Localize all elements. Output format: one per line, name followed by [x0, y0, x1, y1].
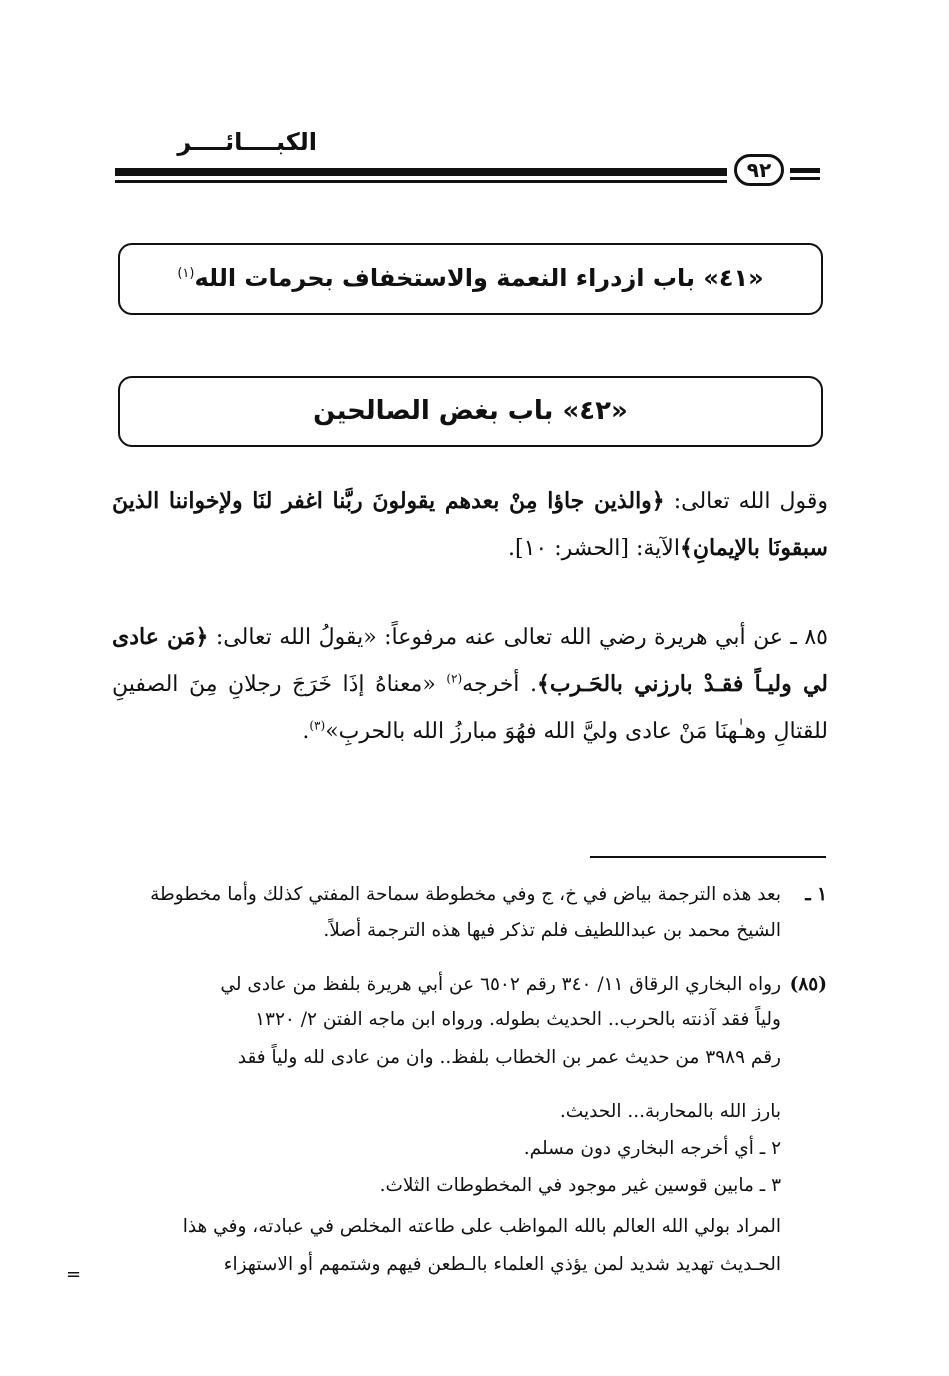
footnote-ref-2: (٢) [446, 671, 463, 686]
hadith-explanation: «معناهُ إذَا خَرَجَ رجلانِ مِنَ الصفينِ للقتالِ وهـٰهنَا مَنْ عادى وليَّ الله فهُوَ مبارزُ الله بالحربِ» [112, 672, 828, 744]
hadith-end: . [302, 719, 310, 744]
closing-line-2: الحـديث تهديد شديد لمن يؤذي العلماء بالـطعن فيهم وشتمهم أو الاستهزاء [223, 1254, 781, 1275]
header-rule-thin [115, 180, 727, 183]
footnote-85-line-3: رقم ٣٩٨٩ من حديث عمر بن الخطاب بلفظ.. وان من عادى لله ولياً فقد [237, 1047, 781, 1068]
footnote-1 [150, 877, 827, 912]
verse-paragraph [112, 478, 828, 572]
footnote-ref-3: (٣) [309, 718, 326, 733]
footnote-3: ٣ ـ مابين قوسين غير موجود في المخطوطات الثلاث. [379, 1175, 781, 1196]
footnote-85-line-4: بارز الله بالمحاربة... الحديث. [559, 1101, 781, 1122]
chapter-41-footnote-ref: (١) [177, 266, 195, 281]
closing-line-1: المراد بولي الله العالم بالله المواظب على طاعته المخلص في عبادته، وفي هذا [182, 1216, 781, 1237]
footnote-85-line-1: رواه البخاري الرقاق ١١/ ٣٤٠ رقم ٦٥٠٢ عن أبي هريرة بلفظ من عادى لي [220, 974, 781, 995]
chapter-41-title: «٤١» باب ازدراء النعمة والاستخفاف بحرمات الله [194, 264, 764, 292]
hadith-quote: ﴿مَن عادى لي وليـاً فقـدْ بارزني بالحَـرب﴾ [112, 624, 828, 697]
continuation-mark: = [66, 1264, 82, 1285]
footnote-2: ٢ ـ أي أخرجه البخاري دون مسلم. [523, 1138, 781, 1159]
footnote-85-line-2: ولياً فقد آذنته بالحرب.. الحديث بطوله. ورواه ابن ماجه الفتن ٢/ ١٣٢٠ [255, 1009, 781, 1030]
footnote-1-line-2: الشيخ محمد بن عبداللطيف فلم تذكر فيها هذه الترجمة أصلاً. [323, 920, 781, 941]
header-rule-right-bottom [790, 177, 820, 180]
verse-intro: وقول الله تعالى: [664, 489, 828, 514]
footnote-1-line-1: بعد هذه الترجمة بياض في خ، ج وفي مخطوطة سماحة المفتي كذلك وأما مخطوطة [150, 884, 781, 905]
hadith-takhrij: . أخرجه [462, 672, 537, 697]
chapter-42-title: «٤٢» باب بغض الصالحين [313, 396, 628, 426]
running-title: الكبــــائــــر [177, 128, 317, 156]
chapter-42-heading [118, 376, 823, 447]
footnote-85-label: (٨٥) [789, 974, 827, 995]
quran-verse: ﴿والذين جاؤا مِنْ بعدهم يقولونَ ربَّنا اغفر لنَا ولإخواننا الذينَ سبقونَا بالإيمانِ﴾ [112, 488, 828, 561]
chapter-41-heading [118, 243, 823, 315]
page-number: ٩٢ [734, 154, 784, 186]
header-rule-thick [115, 168, 727, 176]
footnote-separator [590, 856, 826, 858]
header-rule-right-top [790, 168, 820, 173]
footnote-85 [220, 967, 827, 1002]
verse-reference: الآية: [الحشر: ١٠]. [507, 536, 680, 561]
hadith-paragraph [112, 614, 828, 755]
footnote-1-label: ١ ـ [805, 884, 827, 905]
hadith-intro: ٨٥ ـ عن أبي هريرة رضي الله تعالى عنه مرفوعاً: «يقولُ الله تعالى: [208, 625, 828, 650]
